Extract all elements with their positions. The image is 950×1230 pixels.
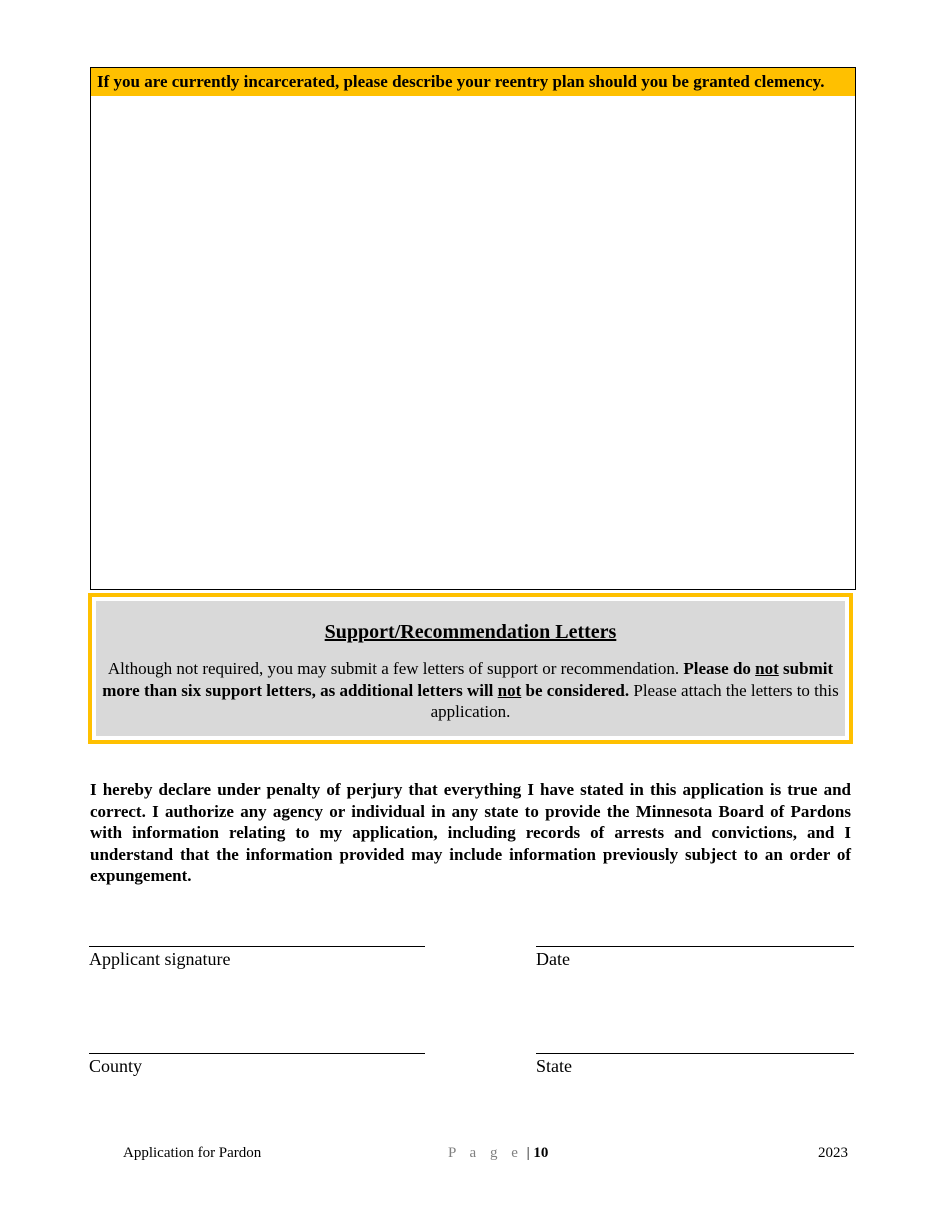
county-field[interactable] <box>89 1053 425 1077</box>
reentry-plan-answer-field[interactable] <box>91 96 855 566</box>
support-text-intro: Although not required, you may submit a few letters of support or recommendation. <box>107 659 684 678</box>
date-field[interactable] <box>536 946 854 970</box>
support-bold-part-3: be considered. <box>521 680 630 700</box>
footer-year: 2023 <box>818 1145 848 1161</box>
support-text-attach: Please attach the letters to this application. <box>430 680 839 721</box>
applicant-signature-line[interactable] <box>89 946 425 947</box>
applicant-signature-field[interactable] <box>89 946 425 970</box>
support-letters-text <box>96 658 845 723</box>
date-line[interactable] <box>536 946 854 947</box>
support-bold-part-2: submit more than six support letters, as additional letters will <box>102 659 834 700</box>
state-line[interactable] <box>536 1053 854 1054</box>
footer-page-num: 10 <box>533 1145 549 1161</box>
county-label: County <box>89 1056 143 1076</box>
footer-document-title: Application for Pardon <box>123 1145 262 1161</box>
footer-page-word: P a g e <box>448 1145 523 1161</box>
footer-separator: | <box>522 1145 534 1161</box>
state-label: State <box>536 1056 572 1076</box>
county-line[interactable] <box>89 1053 425 1054</box>
support-bold-part-1: Please do <box>683 659 756 678</box>
perjury-declaration: I hereby declare under penalty of perjury that everything I have stated in this application is true and correct. I authorize any agency or individual in any state to provide the Minnesota Board of Pardons with information relating to my application, including records of arrests and convictions, and I understand that the information provided may include information previously subject to an order of expungement. <box>90 780 851 885</box>
reentry-plan-question: If you are currently incarcerated, please describe your reentry plan should you be granted clemency. <box>91 68 855 96</box>
reentry-plan-section <box>90 67 856 590</box>
footer-page-number <box>448 1145 548 1162</box>
support-letters-box <box>88 593 853 744</box>
support-letters-panel <box>94 599 847 738</box>
date-label: Date <box>536 949 570 969</box>
support-not-1: not <box>755 659 779 678</box>
support-letters-title: Support/Recommendation Letters <box>324 621 617 643</box>
applicant-signature-label: Applicant signature <box>89 949 231 969</box>
state-field[interactable] <box>536 1053 854 1077</box>
support-not-2: not <box>497 680 522 700</box>
